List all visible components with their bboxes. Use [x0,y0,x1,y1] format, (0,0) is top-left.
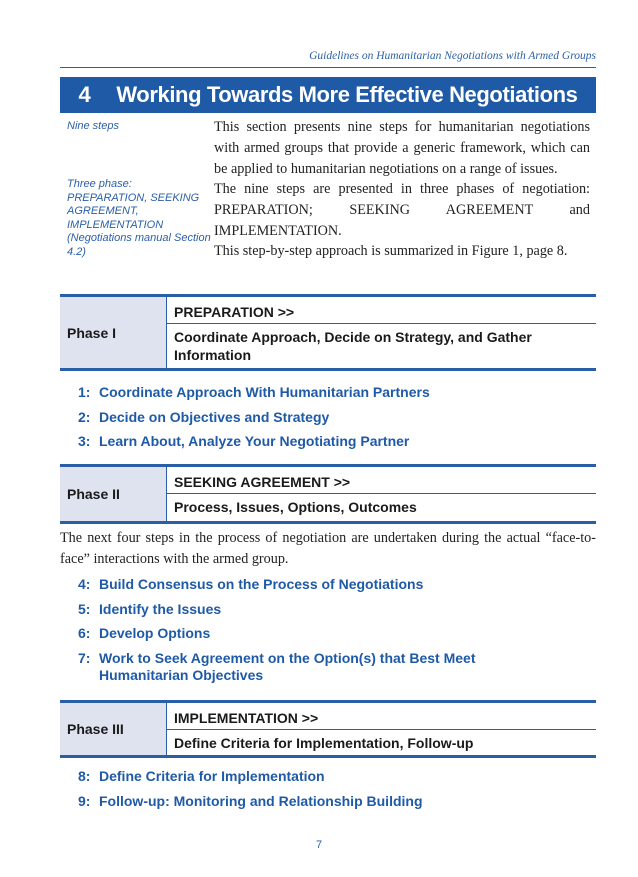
steps-list-phase-2 [78,576,528,685]
phase-subtitle: Coordinate Approach, Decide on Strategy, and Gather Information [174,329,532,363]
phase-title: IMPLEMENTATION >> [174,710,319,726]
list-item [78,409,528,427]
phase-content [167,467,596,521]
phase-title: SEEKING AGREEMENT >> [174,474,351,490]
margin-note-three-phase: Three phase: PREPARATION, SEEKING AGREEMENT, IMPLEMENTATION (Negotiations manual Section 4.2) [67,178,211,258]
step-text: Work to Seek Agreement on the Option(s) that Best Meet Humanitarian Objectives [99,649,476,683]
step-text: Follow-up: Monitoring and Relationship Building [99,792,423,809]
phase-box-2 [60,464,596,524]
step-number: 8: [78,768,91,784]
step-number: 2: [78,408,91,425]
list-item [78,576,528,594]
phase-label: Phase III [60,703,167,755]
list-item [78,650,528,685]
chapter-number: 4 [78,82,91,107]
list-item [78,625,528,643]
steps-list-phase-3 [78,768,528,810]
step-number: 7: [78,649,91,666]
running-header: Guidelines on Humanitarian Negotiations with Armed Groups [309,50,596,62]
phase-content [167,703,596,755]
step-text: Build Consensus on the Process of Negotiations [99,576,424,592]
step-number: 4: [78,576,91,592]
step-text: Coordinate Approach With Humanitarian Partners [99,384,430,400]
step-text: Learn About, Analyze Your Negotiating Partner [99,433,410,449]
chapter-title: Working Towards More Effective Negotiations [116,82,578,107]
steps-list-phase-1 [78,384,528,451]
phase-box-3 [60,700,596,758]
step-number: 5: [78,600,91,617]
step-text: Decide on Objectives and Strategy [99,408,330,425]
step-number: 1: [78,384,91,400]
phase-subtitle: Define Criteria for Implementation, Follow-up [174,735,474,751]
phase-content [167,297,596,368]
list-item [78,793,528,811]
list-item [78,601,528,619]
phase-subtitle: Process, Issues, Options, Outcomes [174,499,417,515]
header-rule [60,67,596,68]
step-text: Develop Options [99,625,211,641]
phase-label: Phase I [60,297,167,368]
intro-paragraph-3: This step-by-step approach is summarized in Figure 1, page 8. [214,243,568,259]
step-text: Define Criteria for Implementation [99,768,325,784]
margin-note-nine-steps: Nine steps [67,120,119,132]
step-text: Identify the Issues [99,600,222,617]
page-number: 7 [315,839,323,851]
phase-label: Phase II [60,467,167,521]
phase-box-1 [60,294,596,371]
list-item [78,768,528,786]
list-item [78,384,528,402]
intro-paragraph-1: This section presents nine steps for humanitarian negotiations with armed groups that provide a generic framework, which can be applied to humanitarian negotiations on a range of issues. [214,119,590,177]
list-item [78,433,528,451]
phase-title: PREPARATION >> [174,304,295,320]
intro-paragraph-2: The nine steps are presented in three phases of negotiation: PREPARATION; SEEKING AGREEMENT and IMPLEMENTATION. [214,181,590,239]
step-number: 3: [78,433,91,449]
phase-2-note: The next four steps in the process of negotiation are undertaken during the actual “face-to-face” interactions with the armed group. [60,530,596,567]
chapter-heading [60,77,596,113]
step-number: 6: [78,625,91,641]
step-number: 9: [78,792,91,809]
